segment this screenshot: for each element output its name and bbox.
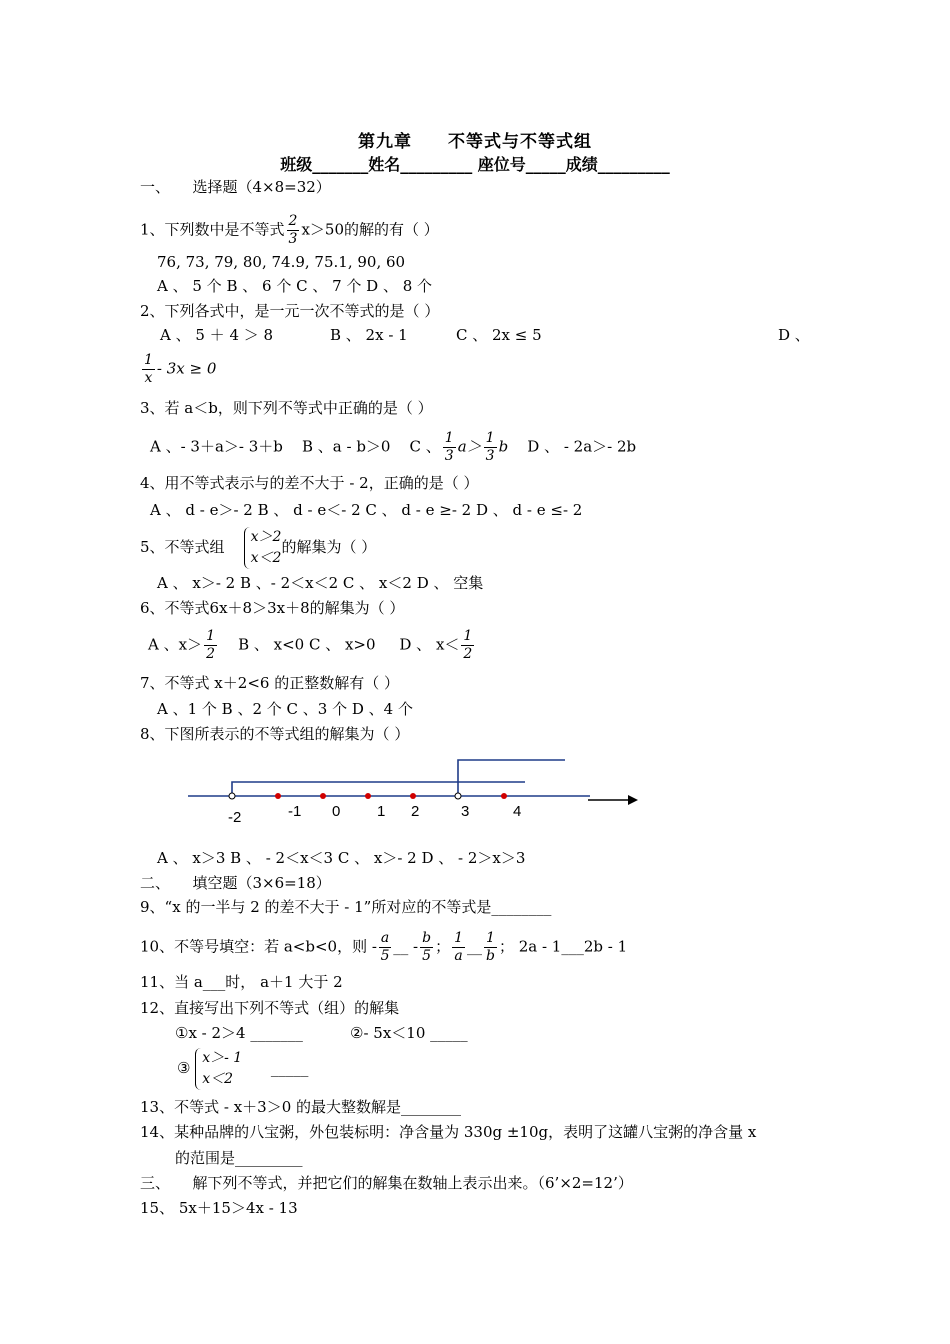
fraction: $\frac{1}{3}$ [444, 430, 454, 464]
fraction: $\frac{a}{5}$ [380, 930, 390, 964]
fraction: $\frac{1}{3}$ [485, 430, 495, 464]
question-12: 12、直接写出下列不等式（组）的解集 [140, 999, 400, 1017]
fraction: $\frac{1}{a}$ [454, 930, 464, 964]
question-14: 14、某种品牌的八宝粥，外包装标明：净含量为 330g ±10g，表明了这罐八宝粥的净含量 x [140, 1123, 757, 1141]
q7-options: A 、1 个 B 、2 个 C 、3 个 D 、4 个 [157, 700, 413, 718]
q1-options: A 、 5 个 B 、 6 个 C 、 7 个 D 、 8 个 [157, 277, 433, 295]
point-dot [275, 793, 281, 799]
tick-label: -1 [288, 803, 302, 820]
section-heading: 三、 解下列不等式，并把它们的解集在数轴上表示出来。（6’×2=12’） [140, 1174, 633, 1192]
q2-option-d-expr: $\frac{1}{x}$ - 3x ≥ 0 [144, 352, 217, 386]
question-8: 8、下图所表示的不等式组的解集为（ ） [140, 725, 410, 743]
q5-options: A 、 x＞- 2 B 、- 2＜x＜2 C 、 x＜2 D 、 空集 [157, 574, 484, 592]
question-1 [140, 213, 439, 248]
q1-values: 76, 73, 79, 80, 74.9, 75.1, 90, 60 [157, 253, 406, 271]
q8-options: A 、 x＞3 B 、 - 2＜x＜3 C 、 x＞- 2 D 、 - 2＞x＞3 [157, 849, 526, 867]
q12-part-3: ③ x＞- 1 x＜2 _____ [177, 1048, 308, 1090]
question-3: 3、若 a＜b，则下列不等式中正确的是（ ） [140, 399, 433, 417]
number-line-figure [180, 755, 640, 830]
section-heading: 一、 选择题（4×8=32） [140, 178, 331, 196]
question-text: x＞50的解的有（ ） [301, 220, 439, 239]
q3-options: A 、- 3＋a＞- 3＋b B 、a - b＞0 C 、 $\frac{1}{3}$ a＞ $\frac{1}{3}$ b D 、 - 2a＞- 2b [150, 430, 637, 464]
tick-label: 3 [461, 803, 470, 820]
tick-label: 0 [332, 803, 341, 820]
q12-part-2: ②- 5x＜10 _____ [350, 1024, 468, 1042]
option-d: D 、 x＜ [399, 635, 460, 654]
option-a: A 、- 3＋a＞- 3＋b [150, 437, 283, 456]
open-circle-icon [455, 793, 461, 799]
question-5: 5、不等式组 x＞2 x＜2 的解集为（ ） [140, 527, 376, 569]
point-dot [320, 793, 326, 799]
question-10: 10、不等号填空：若 a<b<0，则 - $\frac{a}{5}$ __ - $\frac{b}{5}$ ； $\frac{1}{a}$ __ $\frac{1}{b}$ ； 2a - 1___2b - 1 [140, 930, 628, 964]
inequality-system: x＞2 x＜2 [244, 527, 282, 569]
tick-label: 4 [513, 803, 522, 820]
option-d: D 、 - 2a＞- 2b [527, 437, 637, 456]
question-11: 11、当 a___时， a＋1 大于 2 [140, 973, 343, 991]
question-text: 1、下列数中是不等式 [140, 220, 285, 239]
tick-label: 2 [411, 803, 420, 820]
option-b: B 、a - b＞0 [301, 437, 391, 456]
fraction: $\frac{1}{x}$ [144, 352, 153, 386]
question-9: 9、“x 的一半与 2 的差不大于 - 1”所对应的不等式是________ [140, 898, 552, 916]
option-c: C 、 [409, 437, 441, 456]
point-dot [365, 793, 371, 799]
q12-part-1: ①x - 2＞4 _______ [175, 1024, 303, 1042]
section-heading: 二、 填空题（3×6=18） [140, 874, 331, 892]
fraction: $\frac{1}{b}$ [486, 930, 495, 964]
q4-options: A 、 d - e＞- 2 B 、 d - e＜- 2 C 、 d - e ≥- 2 D 、 d - e ≤- 2 [150, 501, 583, 519]
fraction: $\frac{2}{3}$ [288, 213, 298, 247]
tick-label: 1 [377, 803, 386, 820]
solution-ray-right [458, 760, 565, 796]
point-dot [410, 793, 416, 799]
question-7: 7、不等式 x＋2<6 的正整数解有（ ） [140, 674, 399, 692]
arrow-head-icon [628, 795, 638, 805]
fraction: $\frac{1}{2}$ [463, 628, 473, 662]
fraction: $\frac{1}{2}$ [206, 628, 215, 662]
point-dot [501, 793, 507, 799]
question-13: 13、不等式 - x＋3＞0 的最大整数解是________ [140, 1098, 462, 1116]
option-b: B 、 2x - 1 [330, 326, 408, 344]
fraction: $\frac{b}{5}$ [422, 930, 432, 964]
option-c: C 、 2x ≤ 5 [456, 326, 542, 344]
tick-label: -2 [228, 809, 242, 826]
q6-options [148, 628, 476, 663]
student-info-line: 班级_______姓名_________ 座位号_____成绩_________ [280, 155, 670, 174]
question-6: 6、不等式6x＋8＞3x＋8的解集为（ ） [140, 599, 405, 617]
question-2: 2、下列各式中，是一元一次不等式的是（ ） [140, 302, 440, 320]
option-bc: B 、 x<0 C 、 x>0 [238, 635, 376, 654]
option-a: A 、 5 ＋ 4 ＞ 8 [160, 326, 274, 344]
page-title: 第九章 不等式与不等式组 [358, 132, 592, 152]
question-15: 15、 5x＋15＞4x - 13 [140, 1199, 298, 1217]
q2-options [160, 325, 810, 345]
option-d: D 、 [778, 326, 810, 344]
inequality-system: x＞- 1 x＜2 [195, 1048, 242, 1090]
open-circle-icon [229, 793, 235, 799]
option-a: A 、x＞ [148, 635, 203, 654]
question-4: 4、用不等式表示与的差不大于 - 2，正确的是（ ） [140, 474, 479, 492]
question-14-cont: 的范围是_________ [175, 1149, 303, 1167]
